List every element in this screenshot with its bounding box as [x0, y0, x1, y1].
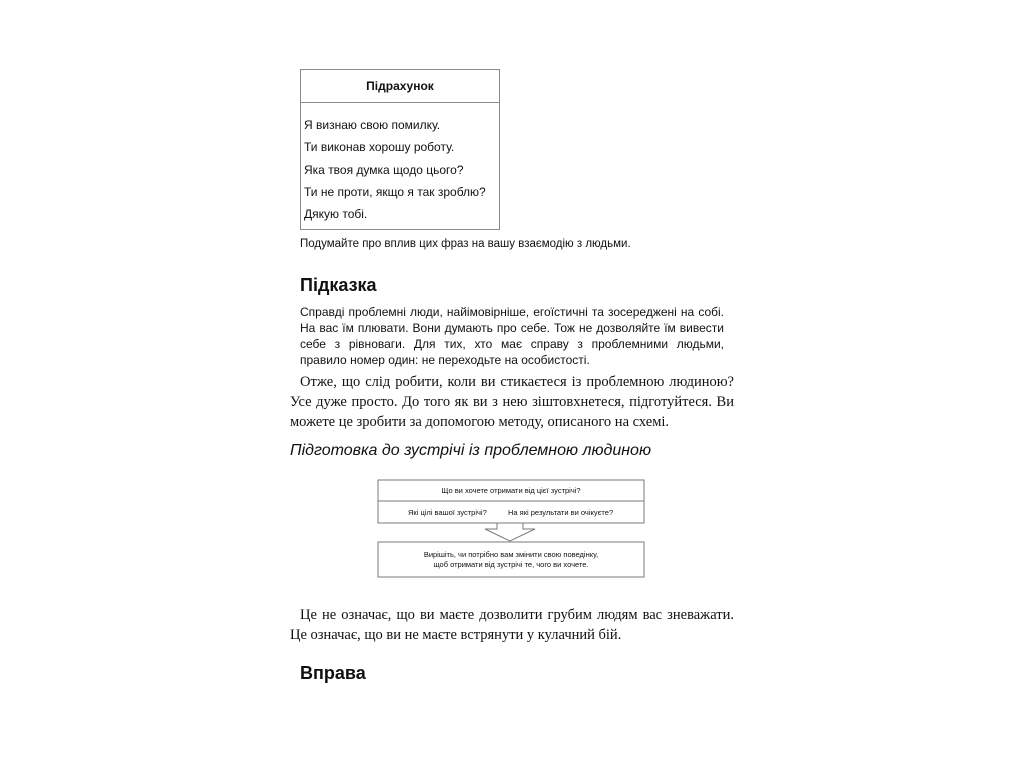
hint-line: На вас їм плювати. Вони думають про себе. Тож не дозволяйте їм вивести	[300, 321, 724, 335]
phrase-item: Я визнаю свою помилку.	[304, 118, 441, 132]
diagram-left-question: Які цілі вашої зустрічі?	[408, 508, 487, 517]
preparation-diagram	[377, 479, 645, 579]
diagram-bottom-line: щоб отримати від зустрічі те, чого ви хочете.	[433, 560, 589, 569]
phrase-item: Дякую тобі.	[304, 207, 368, 221]
diagram-top-question: Що ви хочете отримати від цієї зустрічі?	[441, 486, 581, 495]
phrase-item: Ти виконав хорошу роботу.	[304, 140, 455, 154]
paragraph-text: Це не означає, що ви маєте дозволити грубим людям вас зневажати. Це означає, що ви не маєте встрянути у кулачний бій.	[290, 607, 734, 643]
hint-title: Підказка	[300, 275, 377, 295]
diagram-title: Підготовка до зустрічі із проблемною людиною	[290, 442, 651, 459]
diagram-bottom-line: Вирішіть, чи потрібно вам змінити свою поведінку,	[423, 550, 599, 559]
hint-line: правило номер один: не переходьте на особистості.	[300, 353, 590, 367]
hint-line: Справді проблемні люди, найімовірніше, егоїстичні та зосереджені на собі.	[300, 305, 724, 319]
score-table	[300, 69, 500, 230]
hint-body	[300, 304, 724, 368]
hint-line: себе з рівноваги. Для тих, хто має справу з проблемними людьми,	[300, 337, 724, 351]
diagram-right-question: На які результати ви очікуєте?	[508, 508, 614, 517]
phrase-item: Ти не проти, якщо я так зроблю?	[304, 185, 486, 199]
body-paragraph	[290, 372, 734, 432]
table-note: Подумайте про вплив цих фраз на вашу взаємодію з людьми.	[300, 238, 631, 250]
paragraph-text: Отже, що слід робити, коли ви стикаєтеся із проблемною людиною? Усе дуже просто. До того як ви з нею зіштовхнетеся, підготуйтеся. Ви можете це зробити за допомогою методу, описаного на схемі.	[290, 374, 734, 430]
phrase-item: Яка твоя думка щодо цього?	[304, 163, 464, 177]
score-table-header: Підрахунок	[301, 70, 499, 103]
exercise-title: Вправа	[300, 663, 366, 683]
body-paragraph	[290, 605, 734, 645]
